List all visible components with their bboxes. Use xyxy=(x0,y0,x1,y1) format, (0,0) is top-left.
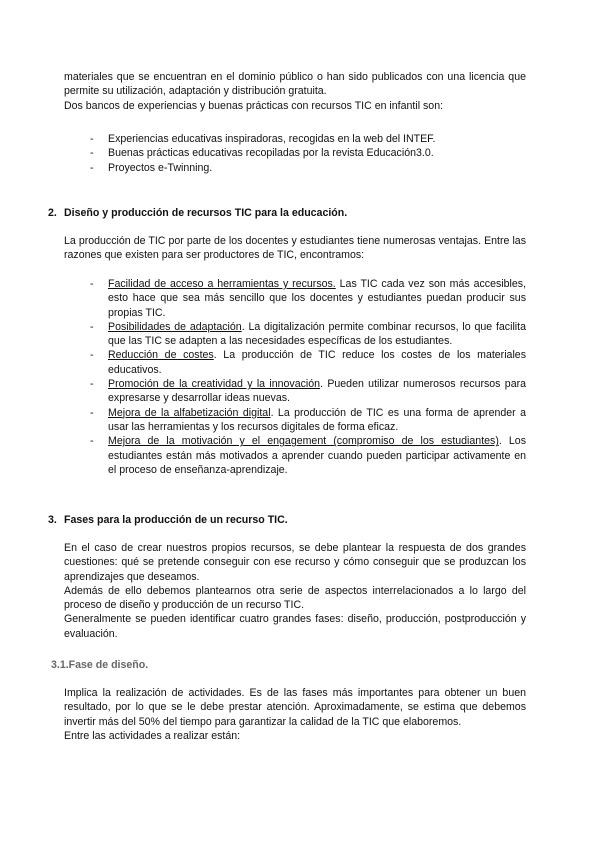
dash-bullet: - xyxy=(90,161,94,174)
section-3-body xyxy=(64,541,526,641)
item-term: Posibilidades de adaptación xyxy=(108,320,242,333)
section-2-paragraph: La producción de TIC por parte de los docentes y estudiantes tiene numerosas ventajas. Entre las razones que existen para ser productores de TIC, encontramos: xyxy=(64,235,526,262)
section-number: 3. xyxy=(48,514,57,526)
dash-bullet: - xyxy=(90,133,94,145)
advantages-list xyxy=(64,277,526,477)
section-3-1-body xyxy=(64,686,526,743)
dash-bullet: - xyxy=(90,349,94,362)
list-item: - Facilidad de acceso a herramientas y recursos. Las TIC cada vez son más accesibles, esto hace que sea más sencillo que los docentes y estudiantes puedan producir sus propias TIC. xyxy=(90,278,527,319)
intro-line-2: Dos bancos de experiencias y buenas prácticas con recursos TIC en infantil son: xyxy=(64,99,444,112)
intro-paragraph xyxy=(64,70,526,113)
intro-line-1: materiales que se encuentran en el dominio público o han sido publicados con una licencia que permite su utilización, adaptación y distribución gratuita. xyxy=(64,71,526,98)
section-3-paragraph-2: Además de ello debemos plantearnos otra serie de aspectos interrelacionados a lo largo del proceso de diseño y producción de un recurso TIC. xyxy=(64,584,526,612)
list-item: - Buenas prácticas educativas recopiladas por la revista Educación3.0. xyxy=(90,147,434,160)
list-item: - Mejora de la alfabetización digital. La producción de TIC es una forma de aprender a usar las herramientas y los recursos digitales de forma eficaz. xyxy=(90,406,526,433)
dash-bullet: - xyxy=(90,378,94,391)
list-item: - Mejora de la motivación y el engagement (compromiso de los estudiantes). Los estudiantes están más motivados a aprender cuando pueden participar activamente en el proceso de enseñanza-aprendizaje. xyxy=(90,435,526,476)
section-number: 2. xyxy=(48,207,57,219)
section-3-1-heading: 3.1.Fase de diseño. xyxy=(51,659,149,671)
item-term: Reducción de costes xyxy=(108,349,214,362)
section-3-heading xyxy=(48,513,288,527)
item-term: Facilidad de acceso a herramientas y recursos. xyxy=(108,278,336,290)
section-title: Fases para la producción de un recurso TIC. xyxy=(64,514,288,526)
item-term: Mejora de la motivación y el engagement (compromiso de los estudiantes) xyxy=(108,435,499,448)
banks-list xyxy=(64,132,526,175)
list-item: - Posibilidades de adaptación. La digitalización permite combinar recursos, lo que facilita que las TIC se adapten a las necesidades específicas de los estudiantes. xyxy=(90,320,526,348)
list-item: - Proyectos e-Twinning. xyxy=(90,161,213,174)
section-3-paragraph-3: Generalmente se pueden identificar cuatro grandes fases: diseño, producción, postproducción y evaluación. xyxy=(64,613,526,640)
section-3-1-paragraph-1: Implica la realización de actividades. Es de las fases más importantes para obtener un buen resultado, por lo que se le debe prestar atención. Aproximadamente, se estima que debemos invertir más del 50% del tiempo para garantizar la calidad de la TIC que elaboremos. xyxy=(64,687,526,728)
list-item: - Promoción de la creatividad y la innovación. Pueden utilizar numerosos recursos para expresarse y desarrollar ideas nuevas. xyxy=(90,378,527,405)
section-3-1-paragraph-2: Entre las actividades a realizar están: xyxy=(64,729,241,742)
section-2-heading xyxy=(48,206,347,220)
dash-bullet: - xyxy=(90,435,94,448)
dash-bullet: - xyxy=(90,406,94,419)
section-title: Diseño y producción de recursos TIC para la educación. xyxy=(64,207,348,219)
list-item: - Experiencias educativas inspiradoras, recogidas en la web del INTEF. xyxy=(90,133,436,145)
item-term: Promoción de la creatividad y la innovación xyxy=(108,378,321,391)
dash-bullet: - xyxy=(90,278,94,290)
item-term: Mejora de la alfabetización digital xyxy=(108,406,271,419)
dash-bullet: - xyxy=(90,320,94,333)
section-3-paragraph-1: En el caso de crear nuestros propios recursos, se debe plantear la respuesta de dos grandes cuestiones: qué se pretende conseguir con ese recurso y cómo conseguir que se produzcan los aprendizajes que deseamos. xyxy=(64,542,526,583)
list-item: - Reducción de costes. La producción de TIC reduce los costes de los materiales educativos. xyxy=(90,349,526,376)
dash-bullet: - xyxy=(90,147,94,160)
